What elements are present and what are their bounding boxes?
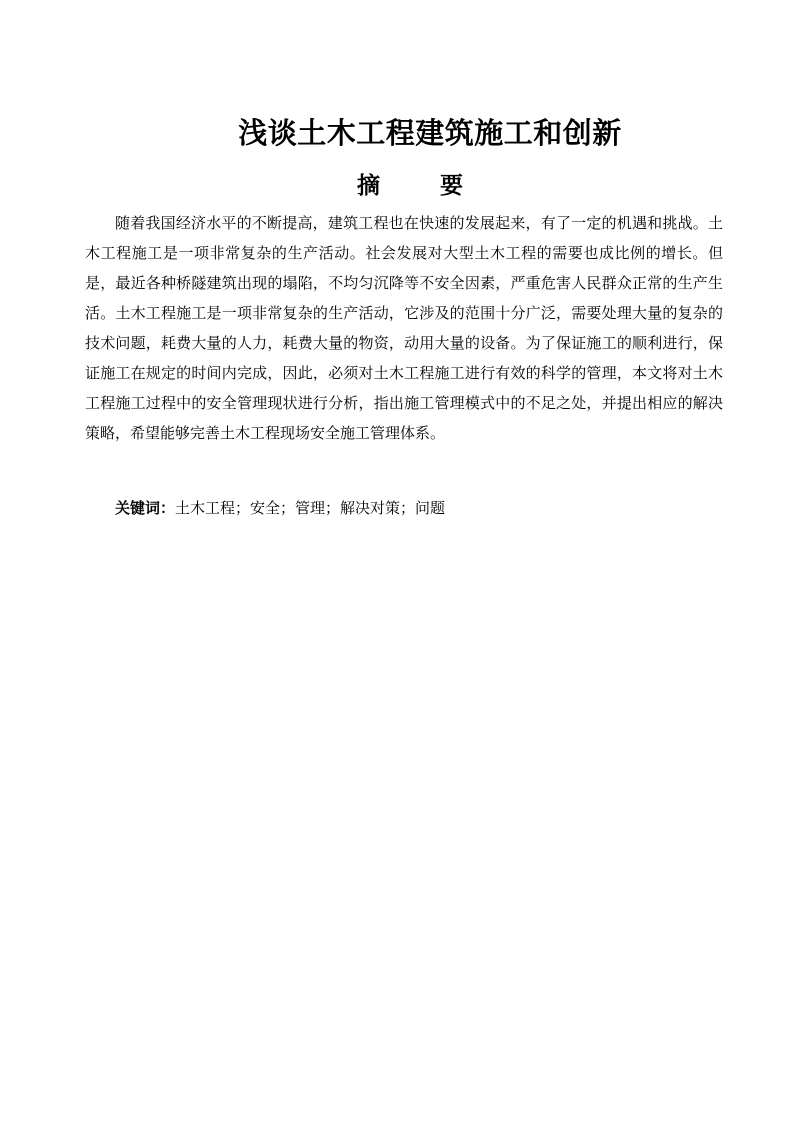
- keywords-label: 关键词：: [115, 499, 176, 517]
- keywords-text: 土木工程；安全；管理；解决对策；问题: [175, 499, 446, 517]
- abstract-heading: 摘 要: [356, 173, 489, 199]
- document-title: 浅谈土木工程建筑施工和创新: [238, 116, 622, 150]
- abstract-paragraph: 随着我国经济水平的不断提高，建筑工程也在快速的发展起来，有了一定的机遇和挑战。土木工程施工是一项非常复杂的生产活动。社会发展对大型土木工程的需要也成比例的增长。但是，最近各种桥隧建筑出现的塌陷，不均匀沉降等不安全因素，严重危害人民群众正常的生产生活。土木工程施工是一项非常复杂的生产活动，它涉及的范围十分广泛，需要处理大量的复杂的技术问题，耗费大量的人力，耗费大量的物资，动用大量的设备。为了保证施工的顺利进行，保证施工在规定的时间内完成，因此，必须对土木工程施工进行有效的科学的管理，本文将对土木工程施工过程中的安全管理现状进行分析，指出施工管理模式中的不足之处，并提出相应的解决策略，希望能够完善土木工程现场安全施工管理体系。: [85, 214, 723, 442]
- keywords-line: [115, 493, 715, 523]
